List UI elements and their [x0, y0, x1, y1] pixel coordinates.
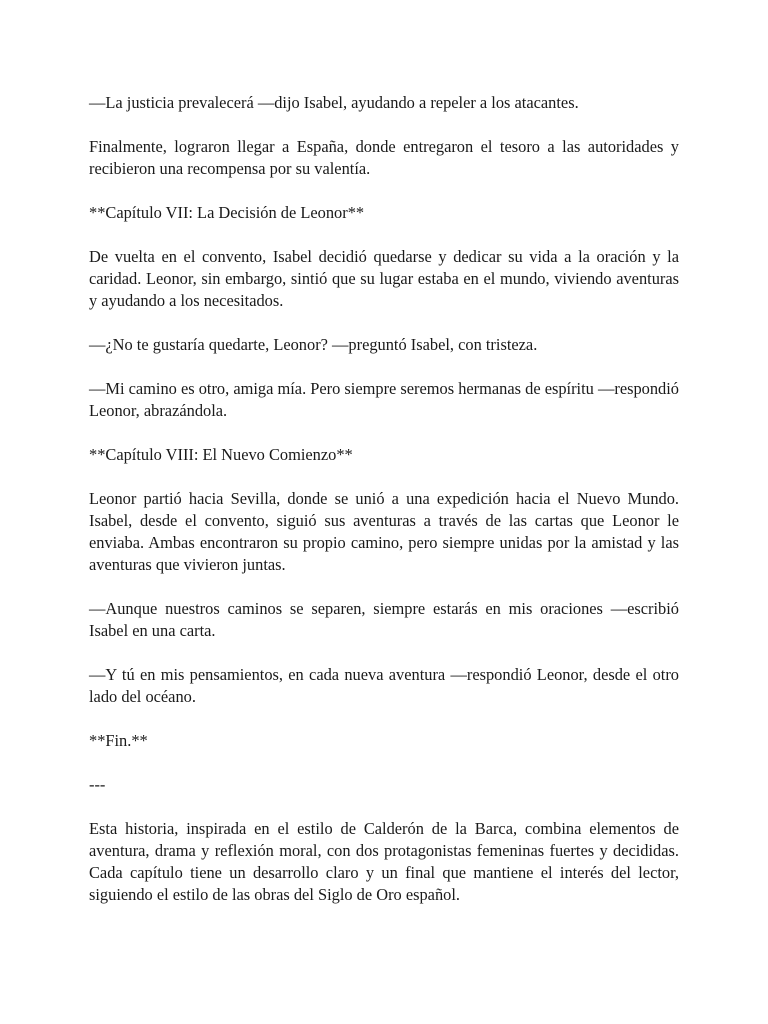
paragraph-dialogue-camino: —Mi camino es otro, amiga mía. Pero siempre seremos hermanas de espíritu —respondió Leonor, abrazándola. — [89, 379, 679, 420]
section-divider: --- — [89, 775, 106, 794]
paragraph-sevilla: Leonor partió hacia Sevilla, donde se unió a una expedición hacia el Nuevo Mundo. Isabel, desde el convento, siguió sus aventuras a través de las cartas que Leonor le enviaba. Ambas encontraron su propio camino, pero siempre unidas por la amistad y las aventuras que vivieron juntas. — [89, 489, 679, 574]
paragraph-dialogue-pensamientos: —Y tú en mis pensamientos, en cada nueva aventura —respondió Leonor, desde el otro lado del océano. — [89, 665, 679, 706]
paragraph-llegada-espana: Finalmente, lograron llegar a España, donde entregaron el tesoro a las autoridades y recibieron una recompensa por su valentía. — [89, 137, 679, 178]
paragraph-dialogue-quedarte: —¿No te gustaría quedarte, Leonor? —preguntó Isabel, con tristeza. — [89, 335, 538, 354]
ending-marker: **Fin.** — [89, 731, 148, 750]
paragraph-nota-final: Esta historia, inspirada en el estilo de Calderón de la Barca, combina elementos de aventura, drama y reflexión moral, con dos protagonistas femeninas fuertes y decididas. Cada capítulo tiene un desarrollo claro y un final que mantiene el interés del lector, siguiendo el estilo de las obras del Siglo de Oro español. — [89, 819, 679, 904]
paragraph-dialogue-oraciones: —Aunque nuestros caminos se separen, siempre estarás en mis oraciones —escribió Isabel en una carta. — [89, 599, 679, 640]
paragraph-dialogue-justicia: —La justicia prevalecerá —dijo Isabel, ayudando a repeler a los atacantes. — [89, 93, 579, 112]
paragraph-convento: De vuelta en el convento, Isabel decidió quedarse y dedicar su vida a la oración y la caridad. Leonor, sin embargo, sintió que su lugar estaba en el mundo, viviendo aventuras y ayudando a los necesitados. — [89, 247, 679, 310]
document-page — [89, 92, 679, 906]
chapter-heading-viii: **Capítulo VIII: El Nuevo Comienzo** — [89, 445, 353, 464]
chapter-heading-vii: **Capítulo VII: La Decisión de Leonor** — [89, 203, 365, 222]
